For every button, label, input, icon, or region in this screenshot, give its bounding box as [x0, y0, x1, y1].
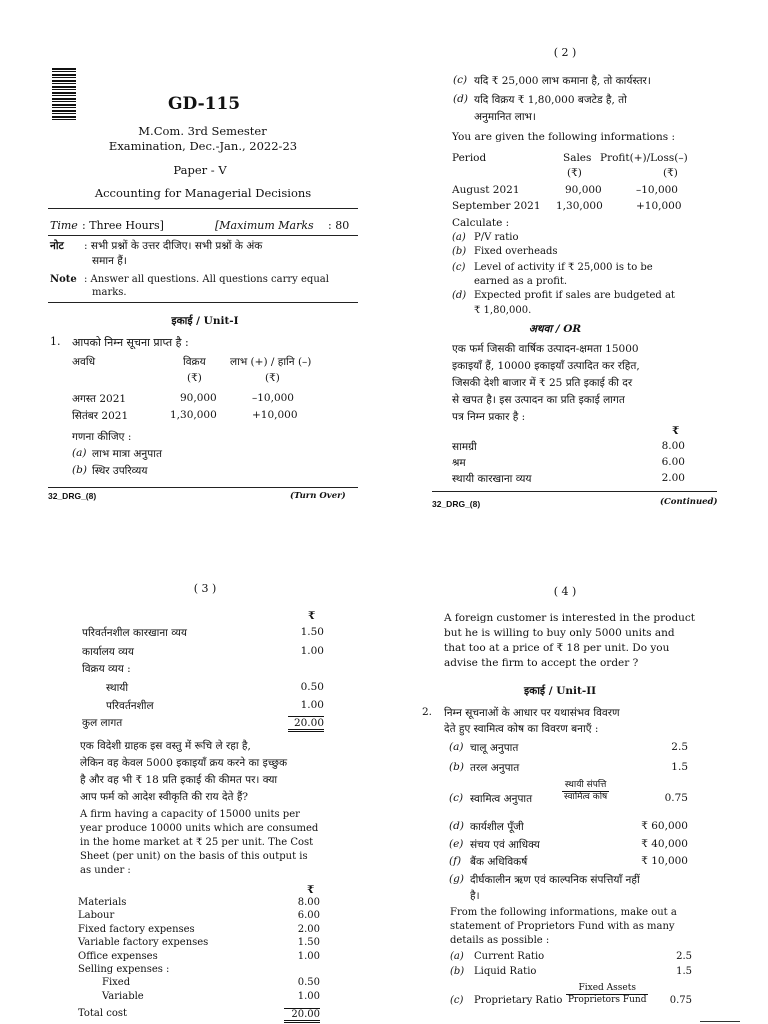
item-label: (d) [449, 820, 464, 832]
cost-value: 20.00 [288, 716, 324, 732]
item-label: (d) [453, 93, 468, 105]
item-text: यदि ₹ 25,000 लाभ कमाना है, तो कार्यस्तर। [474, 75, 651, 87]
item-label: (f) [449, 855, 462, 867]
calculate-label: Calculate : [452, 217, 510, 229]
paragraph-line: details as possible : [450, 935, 550, 946]
ratio-fraction [566, 983, 648, 1006]
cost-value: 0.50 [300, 681, 324, 693]
paragraph-line: है और वह भी ₹ 18 प्रति इकाई की कीमत पर। क्या [80, 774, 278, 786]
cost-label: Fixed factory expenses [78, 924, 195, 935]
cost-label: Fixed [102, 977, 131, 988]
question-number: 1. [50, 335, 61, 348]
cost-label: Variable factory expenses [78, 937, 209, 948]
question-number: 2. [422, 706, 433, 718]
rupee-header: ₹ [307, 884, 315, 896]
footer-code: 32_DRG_(8) [432, 499, 481, 509]
note-hindi-text: समान हैं। [92, 255, 127, 267]
table-header-profit: लाभ (+) / हानि (–) [230, 356, 312, 368]
item-label: (g) [449, 873, 464, 885]
cost-value: 1.00 [297, 951, 320, 962]
divider [48, 235, 358, 236]
paragraph-line: एक विदेशी ग्राहक इस वस्तु में रूचि ले रहा है, [80, 740, 251, 752]
cost-label: Office expenses [78, 951, 158, 962]
cost-label: विक्रय व्यय : [82, 663, 131, 675]
table-cell-sales: 90,000 [180, 392, 217, 404]
item-text: Liquid Ratio [474, 966, 537, 977]
cost-label: Materials [78, 897, 127, 908]
paragraph-line: से खपत है। इस उत्पादन का प्रति इकाई लागत [452, 394, 625, 406]
fraction-numerator: स्थायी संपत्ति [562, 780, 609, 792]
table-header-sales-unit: (₹) [567, 167, 582, 179]
unit-heading: इकाई / Unit-II [523, 685, 597, 697]
divider [48, 302, 358, 303]
divider [432, 491, 717, 492]
table-header-period: अवधि [72, 356, 96, 368]
item-text: स्वामित्व अनुपात [470, 793, 533, 805]
cost-label: कुल लागत [82, 717, 123, 729]
cost-value: 2.00 [661, 472, 685, 484]
paper-code: GD-115 [168, 94, 241, 114]
item-value: ₹ 60,000 [641, 820, 688, 832]
exam-session: Examination, Dec.-Jan., 2022-23 [108, 139, 298, 153]
table-cell-profit: +10,000 [636, 200, 682, 212]
paragraph-line: statement of Proprietors Fund with as many [450, 921, 675, 932]
table-cell-period: August 2021 [452, 184, 520, 196]
paragraph-line: A foreign customer is interested in the product [444, 612, 696, 624]
cost-label: Variable [102, 991, 144, 1002]
note-hindi-label: नोट [50, 240, 64, 252]
cost-label: परिवर्तनशील कारखाना व्यय [82, 627, 187, 639]
table-cell-sales: 1,30,000 [170, 409, 217, 421]
cost-value: 1.00 [300, 699, 324, 711]
item-text: चालू अनुपात [470, 742, 519, 754]
course-name: M.Com. 3rd Semester [138, 124, 267, 138]
cost-value: 1.00 [297, 991, 320, 1002]
note-hindi-text: : सभी प्रश्नों के उत्तर दीजिए। सभी प्रश्नों के अंक [84, 240, 263, 252]
item-text: earned as a profit. [474, 276, 568, 287]
paragraph-line: in the home market at ₹ 25 per unit. The Cost [80, 837, 314, 848]
fraction-denominator: Proprietors Fund [568, 994, 647, 1005]
cost-value: 6.00 [297, 910, 320, 921]
item-text: दीर्घकालीन ऋण एवं काल्पनिक संपत्तियाँ नहीं [470, 874, 640, 886]
cost-value: 1.00 [300, 645, 324, 657]
cost-value: 1.50 [300, 626, 324, 638]
question-text: आपको निम्न सूचना प्राप्त है : [72, 336, 189, 349]
page-number: ( 2 ) [553, 46, 577, 59]
cost-value: 8.00 [661, 440, 685, 452]
given-text: You are given the following informations : [452, 131, 676, 143]
item-text: है। [470, 890, 480, 902]
table-header-sales: Sales [563, 152, 592, 164]
page-number: ( 4 ) [553, 585, 577, 598]
fraction-denominator: स्वामित्व कोष [564, 791, 608, 802]
item-label: (d) [452, 290, 467, 301]
cost-value: 6.00 [661, 456, 685, 468]
cost-label: सामग्री [452, 441, 477, 453]
paragraph-line: advise the firm to accept the order ? [444, 657, 639, 669]
paragraph-line: इकाइयाँ हैं, 10000 इकाइयाँ उत्पादित कर रहित, [452, 360, 640, 372]
item-text: स्थिर उपरिव्यय [92, 465, 148, 477]
note-english-label: Note [50, 274, 77, 285]
cost-label: स्थायी कारखाना व्यय [452, 473, 532, 485]
item-label: (b) [452, 246, 467, 257]
time-value: : Three Hours] [82, 219, 164, 232]
note-english-text: : Answer all questions. All questions carry equal [84, 274, 329, 285]
item-label: (c) [449, 792, 464, 804]
table-cell-profit: –10,000 [252, 392, 294, 404]
footer-turn-over: (Turn Over) [290, 491, 346, 501]
table-header-period: Period [452, 152, 487, 164]
item-text: अनुमानित लाभ। [474, 111, 536, 123]
item-label: (a) [450, 951, 464, 962]
item-value: 2.5 [676, 951, 692, 962]
cost-label: Selling expenses : [78, 964, 170, 975]
max-marks-label: [Maximum Marks [215, 219, 314, 232]
item-text: Fixed overheads [474, 246, 558, 257]
item-label: (b) [450, 966, 465, 977]
table-header-profit-unit: (₹) [265, 372, 280, 384]
item-value: 1.5 [676, 966, 692, 977]
paragraph-line: From the following informations, make out a [450, 907, 677, 918]
divider [48, 208, 358, 209]
paragraph-line: A firm having a capacity of 15000 units per [80, 809, 300, 820]
item-text: Current Ratio [474, 951, 545, 962]
unit-heading: इकाई / Unit-I [171, 315, 239, 327]
table-header-sales: विक्रय [183, 356, 206, 368]
item-text: Level of activity if ₹ 25,000 is to be [474, 262, 653, 273]
item-text: ₹ 1,80,000. [474, 305, 532, 316]
item-label: (c) [452, 262, 466, 273]
cost-value: 1.50 [297, 937, 320, 948]
calculate-label: गणना कीजिए : [72, 431, 132, 443]
subject-title: Accounting for Managerial Decisions [94, 186, 312, 200]
cost-label: स्थायी [106, 682, 129, 694]
note-english-text: marks. [92, 287, 127, 298]
cost-label: कार्यालय व्यय [82, 646, 134, 658]
cost-label: Total cost [78, 1008, 128, 1019]
item-label: (e) [449, 838, 464, 850]
cost-value: 20.00 [284, 1008, 320, 1023]
cost-label: परिवर्तनशील [106, 700, 154, 712]
paragraph-line: that too at a price of ₹ 18 per unit. Do you [444, 642, 670, 654]
item-text: लाभ मात्रा अनुपात [92, 448, 162, 460]
item-label: (c) [453, 74, 468, 86]
paragraph-line: पत्र निम्न प्रकार है : [452, 411, 526, 423]
paragraph-line: एक फर्म जिसकी वार्षिक उत्पादन-क्षमता 15000 [452, 343, 639, 355]
item-text: P/V ratio [474, 232, 519, 243]
table-cell-sales: 1,30,000 [556, 200, 603, 212]
barcode [52, 68, 76, 122]
footer-code: 32_DRG_(8) [48, 491, 97, 501]
item-label: (a) [452, 232, 466, 243]
question-text: निम्न सूचनाओं के आधार पर यथासंभव विवरण [444, 707, 620, 719]
or-heading: अथवा / OR [528, 323, 582, 335]
item-text: तरल अनुपात [470, 762, 520, 774]
page-number: ( 3 ) [193, 582, 217, 595]
item-text: संचय एवं आधिक्य [470, 839, 540, 851]
item-value: 0.75 [669, 995, 692, 1006]
ratio-fraction [562, 780, 609, 803]
item-label: (c) [450, 995, 464, 1006]
item-text: बैंक अधिविकर्ष [470, 856, 528, 868]
question-text: देते हुए स्वामित्व कोष का विवरण बनाएँ : [444, 723, 599, 735]
table-cell-period: September 2021 [452, 200, 541, 212]
item-value: 1.5 [671, 761, 688, 773]
item-label: (a) [449, 741, 464, 753]
item-text: यदि विक्रय ₹ 1,80,000 बजटेड है, तो [474, 94, 627, 106]
item-text: Proprietary Ratio [474, 995, 563, 1006]
item-label: (b) [449, 761, 464, 773]
cost-value: 0.50 [297, 977, 320, 988]
table-cell-profit: –10,000 [636, 184, 678, 196]
item-value: ₹ 10,000 [641, 855, 688, 867]
paragraph-line: as under : [80, 865, 131, 876]
max-marks-value: : 80 [328, 219, 350, 232]
item-label: (b) [72, 464, 87, 476]
table-cell-period: सितंबर 2021 [72, 410, 129, 422]
cost-value: 2.00 [297, 924, 320, 935]
rupee-header: ₹ [672, 425, 680, 437]
item-value: 0.75 [664, 792, 688, 804]
paragraph-line: लेकिन वह केवल 5000 इकाइयाँ क्रय करने का इच्छुक [80, 757, 288, 769]
rupee-header: ₹ [308, 610, 316, 622]
item-value: 2.5 [671, 741, 688, 753]
paragraph-line: जिसकी देशी बाजार में ₹ 25 प्रति इकाई की दर [452, 377, 633, 389]
item-label: (a) [72, 447, 87, 459]
divider [48, 487, 358, 488]
paper-number: Paper - V [173, 163, 227, 177]
table-header-profit-unit: (₹) [663, 167, 678, 179]
paragraph-line: year produce 10000 units which are consumed [80, 823, 319, 834]
paragraph-line: Sheet (per unit) on the basis of this output is [80, 851, 308, 862]
time-label: Time [50, 219, 78, 232]
item-value: ₹ 40,000 [641, 838, 688, 850]
table-cell-profit: +10,000 [252, 409, 298, 421]
cost-label: Labour [78, 910, 115, 921]
footer-continued: (Continued) [660, 497, 718, 507]
table-header-profit: Profit(+)/Loss(–) [600, 152, 688, 164]
cost-value: 8.00 [297, 897, 320, 908]
divider [700, 1021, 740, 1022]
paragraph-line: आप फर्म को आदेश स्वीकृति की राय देते हैं? [80, 791, 249, 803]
table-cell-sales: 90,000 [565, 184, 602, 196]
table-header-sales-unit: (₹) [187, 372, 202, 384]
paragraph-line: but he is willing to buy only 5000 units and [444, 627, 675, 639]
cost-label: श्रम [452, 457, 466, 469]
item-text: Expected profit if sales are budgeted at [474, 290, 675, 301]
table-cell-period: अगस्त 2021 [72, 393, 127, 405]
item-text: कार्यशील पूँजी [470, 821, 524, 833]
fraction-numerator: Fixed Assets [566, 983, 648, 995]
